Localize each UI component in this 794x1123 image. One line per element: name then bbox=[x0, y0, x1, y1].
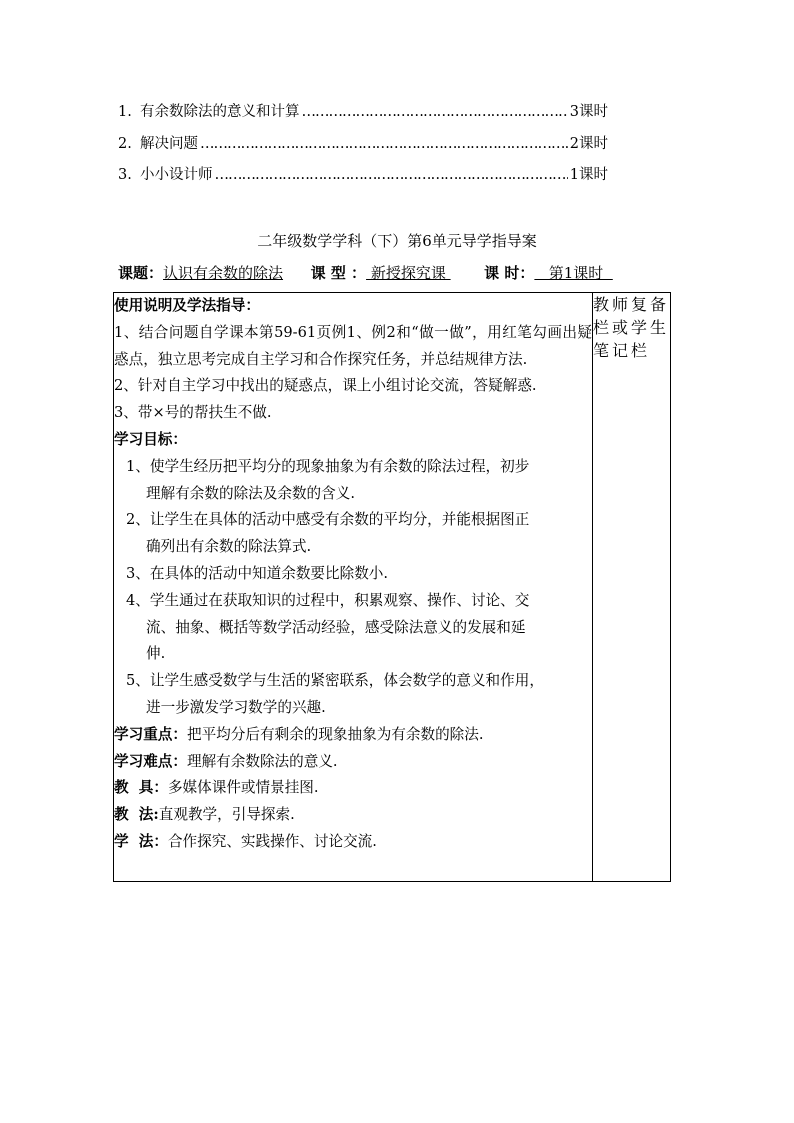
tools-value: 多媒体课件或情景挂图. bbox=[167, 779, 319, 797]
goal-line: 1、使学生经历把平均分的现象抽象为有余数的除法过程，初步 bbox=[126, 457, 530, 475]
toc-number: 2. bbox=[118, 135, 132, 152]
goal-line: 4、学生通过在获取知识的过程中，积累观察、操作、讨论、交 bbox=[126, 591, 530, 609]
goal-item bbox=[114, 668, 592, 722]
toc-hours: 1课时 bbox=[569, 167, 608, 183]
goal-item bbox=[114, 454, 592, 508]
learning-method bbox=[114, 829, 592, 856]
difficulty bbox=[114, 749, 592, 776]
notes-column bbox=[593, 293, 671, 882]
toc-number: 3. bbox=[118, 167, 132, 183]
goal-line: 流、抽象、概括等数学活动经验，感受除法意义的发展和延 bbox=[146, 618, 526, 636]
goal-item bbox=[114, 561, 592, 588]
learning-method-label: 学 法： bbox=[114, 832, 168, 850]
key-point-label: 学习重点： bbox=[114, 725, 187, 743]
goal-line: 理解有余数的除法及余数的含义. bbox=[146, 484, 355, 502]
goal-item bbox=[114, 588, 592, 668]
instruction-item: 3、带×号的帮扶生不做. bbox=[114, 404, 272, 422]
tools-label: 教 具： bbox=[114, 779, 168, 797]
toc-hours: 3课时 bbox=[569, 104, 608, 120]
toc-leader-dots bbox=[200, 136, 568, 152]
key-point bbox=[114, 722, 592, 749]
toc-title: 解决问题 bbox=[140, 135, 198, 152]
type-value: 新授探究课 bbox=[366, 264, 451, 282]
goal-line: 2、让学生在具体的活动中感受有余数的平均分，并能根据图正 bbox=[126, 511, 530, 529]
teaching-method bbox=[114, 802, 592, 829]
period-value: 第1课时 bbox=[534, 264, 613, 282]
toc-title: 小小设计师 bbox=[140, 167, 213, 183]
unit-contents bbox=[118, 100, 608, 195]
toc-hours: 2课时 bbox=[569, 135, 608, 152]
teaching-method-label: 教 法: bbox=[114, 806, 159, 824]
toc-title: 有余数除法的意义和计算 bbox=[140, 104, 300, 120]
instruction-item: 2、针对自主学习中找出的疑惑点，课上小组讨论交流，答疑解惑. bbox=[114, 377, 537, 395]
goal-line: 3、在具体的活动中知道余数要比除数小. bbox=[126, 564, 389, 582]
guide-table bbox=[113, 292, 671, 882]
toc-number: 1. bbox=[118, 104, 132, 120]
goal-line: 确列出有余数的除法算式. bbox=[146, 538, 312, 556]
key-point-value: 把平均分后有剩余的现象抽象为有余数的除法. bbox=[186, 725, 484, 743]
document-title: 二年级数学学科（下）第6单元导学指导案 bbox=[257, 232, 537, 250]
topic-label: 课题： bbox=[118, 264, 164, 282]
toc-row bbox=[118, 100, 608, 132]
tools bbox=[114, 775, 592, 802]
teaching-method-value: 直观教学，引导探索. bbox=[158, 806, 295, 824]
topic-value: 认识有余数的除法 bbox=[163, 264, 284, 282]
goal-item bbox=[114, 507, 592, 561]
toc-row bbox=[118, 132, 608, 164]
goal-line: 5、让学生感受数学与生活的紧密联系，体会数学的意义和作用， bbox=[126, 672, 544, 690]
notes-column-label: 教师复备栏或学生笔记栏 bbox=[593, 295, 670, 360]
goal-line: 进一步激发学习数学的兴趣. bbox=[146, 698, 326, 716]
lesson-meta bbox=[118, 262, 613, 283]
instructions-heading: 使用说明及学法指导： bbox=[114, 297, 260, 314]
toc-leader-dots bbox=[302, 104, 568, 120]
period-label: 课 时： bbox=[484, 264, 535, 282]
difficulty-label: 学习难点： bbox=[114, 752, 187, 770]
instruction-item: 1、结合问题自学课本第59-61页例1、例2和“做一做”，用红笔勾画出疑惑点，独立思考完成自主学习和合作探究任务，并总结规律方法. bbox=[114, 323, 592, 368]
type-label: 课 型 ： bbox=[310, 264, 367, 282]
goals-heading: 学习目标： bbox=[114, 430, 187, 448]
toc-row bbox=[118, 163, 608, 195]
difficulty-value: 理解有余数除法的意义. bbox=[186, 752, 338, 770]
guide-content bbox=[114, 293, 593, 882]
goal-line: 伸. bbox=[146, 645, 166, 663]
toc-leader-dots bbox=[215, 167, 568, 183]
learning-method-value: 合作探究、实践操作、讨论交流. bbox=[167, 832, 377, 850]
